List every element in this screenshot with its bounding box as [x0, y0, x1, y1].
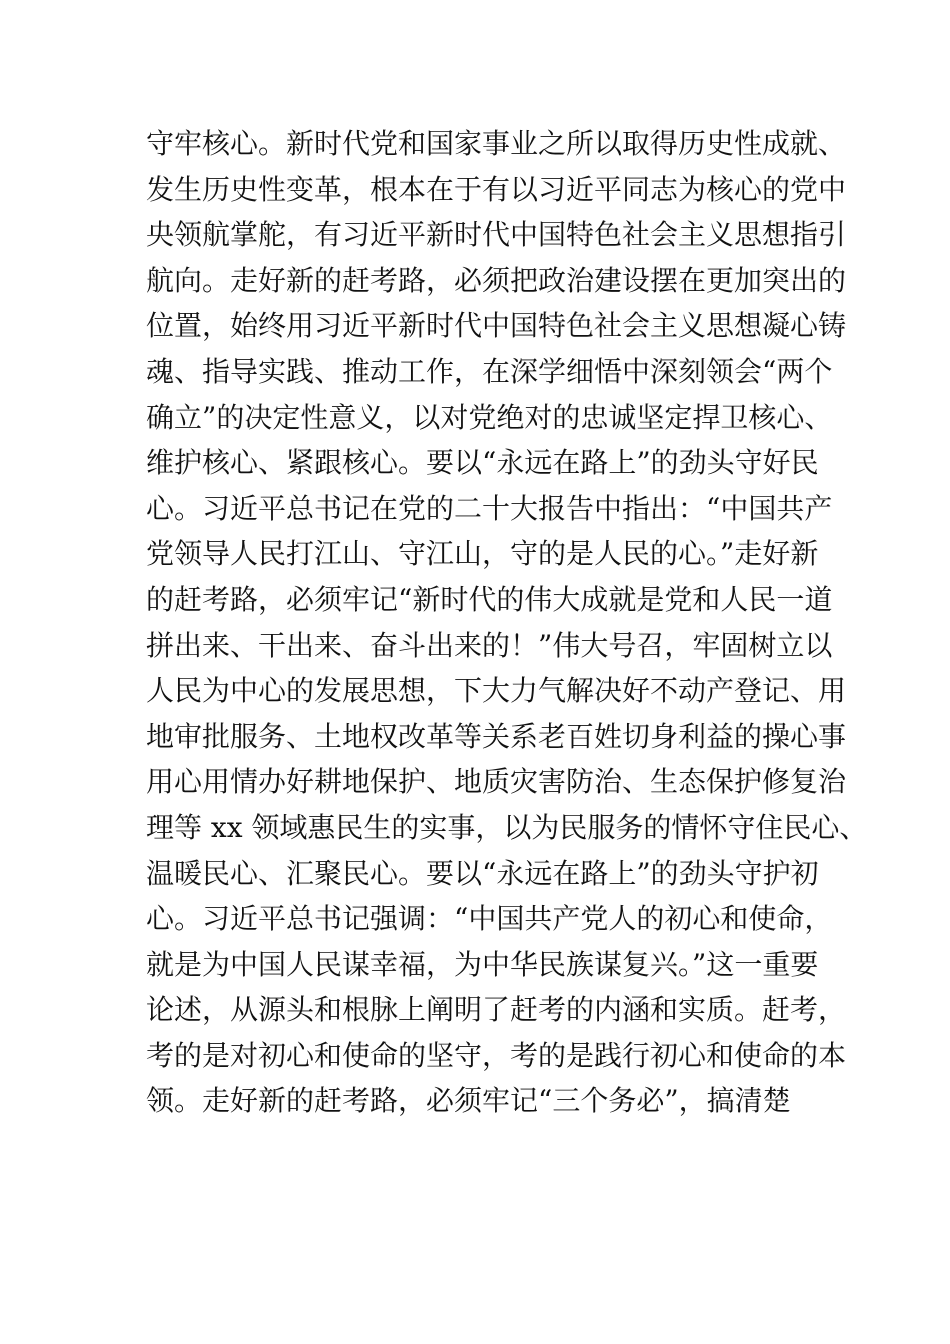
text-line-13: 人民为中心的发展思想，下大力气解决好不动产登记、用: [146, 674, 847, 708]
text-line-17: 温暖民心、汇聚民心。要以“永远在路上”的劲头守护初: [146, 856, 819, 890]
text-line-9: 心。习近平总书记在党的二十大报告中指出：“中国共产: [146, 491, 833, 525]
text-line-14: 地审批服务、土地权改革等关系老百姓切身利益的操心事: [146, 719, 847, 753]
text-line-5: 位置，始终用习近平新时代中国特色社会主义思想凝心铸: [146, 309, 847, 343]
text-line-3: 央领航掌舵，有习近平新时代中国特色社会主义思想指引: [146, 218, 847, 252]
body-paragraph: [146, 121, 868, 1124]
text-line-18: 心。习近平总书记强调：“中国共产党人的初心和使命，: [146, 902, 833, 936]
text-line-2: 发生历史性变革，根本在于有以习近平同志为核心的党中: [146, 172, 847, 206]
text-line-1: 守牢核心。新时代党和国家事业之所以取得历史性成就、: [146, 127, 847, 160]
text-line-20: 论述，从源头和根脉上阐明了赶考的内涵和实质。赶考，: [146, 993, 847, 1027]
text-line-6: 魂、指导实践、推动工作，在深学细悟中深刻领会“两个: [146, 354, 833, 388]
text-line-19: 就是为中国人民谋幸福，为中华民族谋复兴。”这一重要: [146, 947, 819, 981]
text-line-15: 用心用情办好耕地保护、地质灾害防治、生态保护修复治: [146, 765, 847, 799]
text-line-12: 拼出来、干出来、奋斗出来的！”伟大号召，牢固树立以: [146, 628, 833, 662]
text-line-11: 的赶考路，必须牢记“新时代的伟大成就是党和人民一道: [146, 582, 833, 616]
text-line-16: 理等 xx 领域惠民生的实事，以为民服务的情怀守住民心、: [146, 810, 868, 844]
text-line-21: 考的是对初心和使命的坚守，考的是践行初心和使命的本: [146, 1038, 847, 1072]
text-line-22: 领。走好新的赶考路，必须牢记“三个务必”，搞清楚: [146, 1084, 791, 1118]
text-line-4: 航向。走好新的赶考路，必须把政治建设摆在更加突出的: [146, 263, 847, 297]
text-line-7: 确立”的决定性意义，以对党绝对的忠诚坚定捍卫核心、: [146, 400, 833, 434]
text-line-8: 维护核心、紧跟核心。要以“永远在路上”的劲头守好民: [146, 446, 819, 480]
text-line-10: 党领导人民打江山、守江山，守的是人民的心。”走好新: [146, 537, 819, 571]
